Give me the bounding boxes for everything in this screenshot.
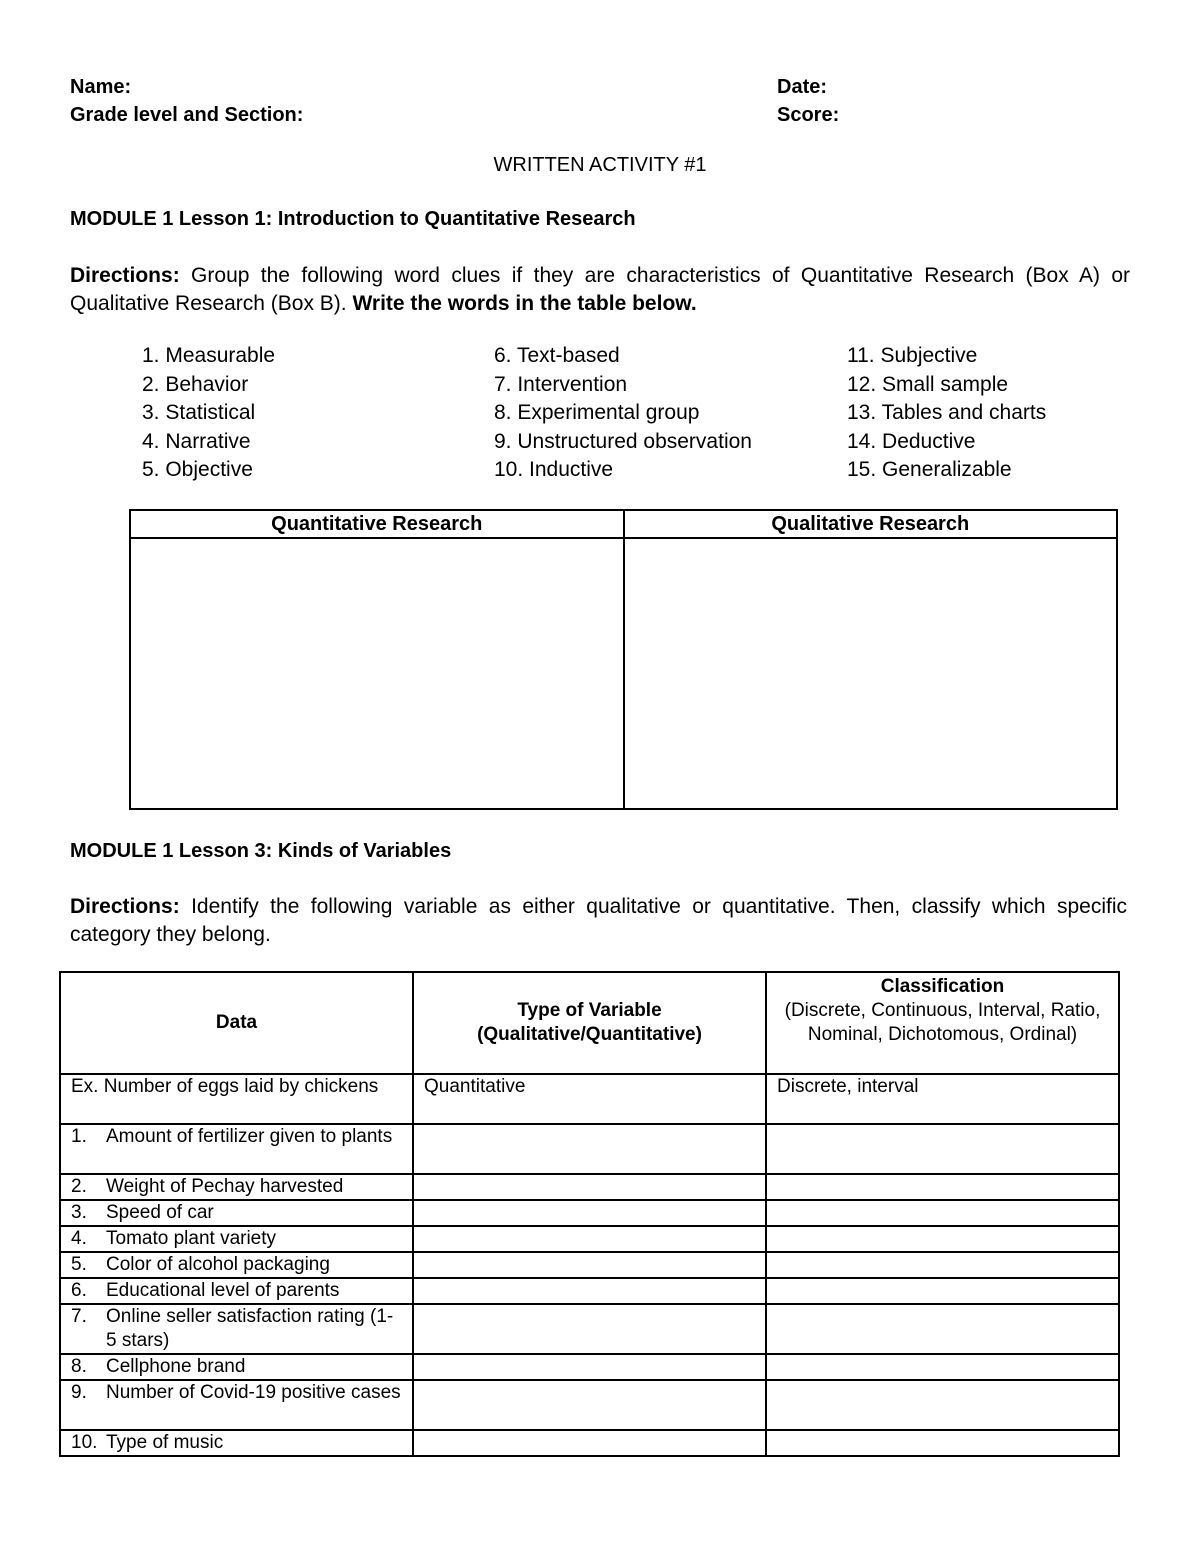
row-data bbox=[60, 1278, 413, 1304]
row-text: Number of Covid-19 positive cases bbox=[106, 1382, 401, 1403]
row-data bbox=[60, 1304, 413, 1354]
directions-2-text: Identify the following variable as either qualitative or quantitative. Then, classify which specific category they belong. bbox=[70, 895, 1127, 946]
word-clue: 4. Narrative bbox=[142, 429, 251, 453]
word-clue: 12. Small sample bbox=[847, 372, 1009, 396]
row-number: 5. bbox=[71, 1254, 87, 1275]
word-clue: 8. Experimental group bbox=[494, 401, 700, 424]
row-text: Amount of fertilizer given to plants bbox=[106, 1126, 393, 1147]
table-row bbox=[60, 1380, 1119, 1430]
grade-level-label: Grade level and Section: bbox=[70, 104, 304, 126]
date-label: Date: bbox=[777, 76, 828, 98]
classification-answer-cell[interactable] bbox=[766, 1430, 1119, 1456]
type-answer-cell[interactable] bbox=[413, 1380, 766, 1430]
name-label: Name: bbox=[70, 76, 132, 98]
row-data bbox=[60, 1252, 413, 1278]
box-a-answer-area[interactable] bbox=[130, 538, 624, 809]
module3-title: MODULE 1 Lesson 3: Kinds of Variables bbox=[70, 840, 452, 862]
col-class-title: Classification bbox=[880, 976, 1005, 997]
word-clue: 2. Behavior bbox=[142, 372, 249, 396]
word-clue: 13. Tables and charts bbox=[847, 401, 1047, 424]
classification-answer-cell[interactable] bbox=[766, 1200, 1119, 1226]
table-row bbox=[60, 1354, 1119, 1380]
table-row bbox=[60, 1304, 1119, 1354]
col-data-title: Data bbox=[215, 1012, 258, 1033]
col-header-type bbox=[413, 972, 766, 1074]
example-data: Ex. Number of eggs laid by chickens bbox=[60, 1074, 413, 1124]
col-type-title: Type of Variable bbox=[517, 1000, 662, 1021]
row-text: Online seller satisfaction rating (1-5 stars) bbox=[106, 1306, 394, 1351]
row-data bbox=[60, 1380, 413, 1430]
row-text: Type of music bbox=[106, 1432, 224, 1453]
example-type: Quantitative bbox=[413, 1074, 766, 1124]
row-data bbox=[60, 1174, 413, 1200]
word-clue: 11. Subjective bbox=[847, 344, 978, 367]
classification-answer-cell[interactable] bbox=[766, 1380, 1119, 1430]
word-clue: 7. Intervention bbox=[494, 372, 628, 396]
directions-1-label: Directions: bbox=[70, 264, 180, 287]
row-number: 1. bbox=[71, 1126, 87, 1147]
word-clue: 6. Text-based bbox=[494, 344, 620, 367]
type-answer-cell[interactable] bbox=[413, 1354, 766, 1380]
classification-answer-cell[interactable] bbox=[766, 1304, 1119, 1354]
word-clues-column-3 bbox=[847, 342, 1046, 485]
word-clue: 10. Inductive bbox=[494, 458, 614, 481]
row-number: 3. bbox=[71, 1202, 87, 1223]
research-box-table bbox=[129, 509, 1118, 810]
word-clue: 14. Deductive bbox=[847, 429, 976, 453]
type-answer-cell[interactable] bbox=[413, 1226, 766, 1252]
activity-title: WRITTEN ACTIVITY #1 bbox=[493, 154, 707, 176]
col-type-subtitle: (Qualitative/Quantitative) bbox=[477, 1024, 702, 1045]
directions-2-label: Directions: bbox=[70, 895, 180, 918]
classification-answer-cell[interactable] bbox=[766, 1278, 1119, 1304]
col-header-classification bbox=[766, 972, 1119, 1074]
row-number: 6. bbox=[71, 1280, 87, 1301]
classification-answer-cell[interactable] bbox=[766, 1252, 1119, 1278]
classification-answer-cell[interactable] bbox=[766, 1124, 1119, 1174]
row-data bbox=[60, 1226, 413, 1252]
classification-answer-cell[interactable] bbox=[766, 1354, 1119, 1380]
example-classification: Discrete, interval bbox=[766, 1074, 1119, 1124]
col-class-subtitle: (Discrete, Continuous, Interval, Ratio, Nominal, Dichotomous, Ordinal) bbox=[784, 1000, 1101, 1045]
table-row-example bbox=[60, 1074, 1119, 1124]
row-data bbox=[60, 1430, 413, 1456]
module1-title: MODULE 1 Lesson 1: Introduction to Quantitative Research bbox=[70, 208, 636, 230]
header-right bbox=[777, 73, 839, 129]
row-data bbox=[60, 1354, 413, 1380]
table-row bbox=[60, 1200, 1119, 1226]
box-b-header: Qualitative Research bbox=[624, 510, 1118, 538]
directions-2 bbox=[70, 893, 1127, 949]
table-row bbox=[60, 1430, 1119, 1456]
word-clue: 15. Generalizable bbox=[847, 458, 1012, 481]
row-data bbox=[60, 1200, 413, 1226]
table-row bbox=[60, 1226, 1119, 1252]
box-a-header: Quantitative Research bbox=[130, 510, 624, 538]
row-text: Weight of Pechay harvested bbox=[106, 1176, 344, 1197]
type-answer-cell[interactable] bbox=[413, 1430, 766, 1456]
row-number: 7. bbox=[71, 1306, 87, 1327]
col-header-data bbox=[60, 972, 413, 1074]
word-clues-column-1 bbox=[142, 342, 275, 485]
word-clue: 5. Objective bbox=[142, 458, 253, 481]
type-answer-cell[interactable] bbox=[413, 1174, 766, 1200]
directions-1-text: Group the following word clues if they are characteristics of Quantitative Research (Box A) or Qualitative Research (Box B). bbox=[70, 264, 1130, 315]
row-number: 8. bbox=[71, 1356, 87, 1377]
table-row bbox=[60, 1278, 1119, 1304]
row-number: 2. bbox=[71, 1176, 87, 1197]
row-text: Cellphone brand bbox=[106, 1356, 246, 1377]
word-clue: 3. Statistical bbox=[142, 401, 256, 424]
table-row bbox=[60, 1252, 1119, 1278]
word-clues-column-2 bbox=[494, 342, 752, 485]
word-clue: 9. Unstructured observation bbox=[494, 429, 752, 453]
row-number: 9. bbox=[71, 1382, 87, 1403]
type-answer-cell[interactable] bbox=[413, 1304, 766, 1354]
type-answer-cell[interactable] bbox=[413, 1252, 766, 1278]
directions-1 bbox=[70, 262, 1130, 318]
box-b-answer-area[interactable] bbox=[624, 538, 1118, 809]
type-answer-cell[interactable] bbox=[413, 1278, 766, 1304]
header-left bbox=[70, 73, 303, 129]
variables-table bbox=[59, 971, 1120, 1457]
row-text: Color of alcohol packaging bbox=[106, 1254, 330, 1275]
classification-answer-cell[interactable] bbox=[766, 1226, 1119, 1252]
directions-1-bold: Write the words in the table below. bbox=[352, 292, 697, 315]
row-data bbox=[60, 1124, 413, 1174]
row-number: 10. bbox=[71, 1432, 98, 1453]
type-answer-cell[interactable] bbox=[413, 1200, 766, 1226]
row-text: Educational level of parents bbox=[106, 1280, 340, 1301]
classification-answer-cell[interactable] bbox=[766, 1174, 1119, 1200]
word-clue: 1. Measurable bbox=[142, 344, 276, 367]
row-text: Speed of car bbox=[106, 1202, 214, 1223]
row-text: Tomato plant variety bbox=[106, 1228, 277, 1249]
table-row bbox=[60, 1124, 1119, 1174]
table-row bbox=[60, 1174, 1119, 1200]
type-answer-cell[interactable] bbox=[413, 1124, 766, 1174]
score-label: Score: bbox=[777, 104, 840, 126]
row-number: 4. bbox=[71, 1228, 87, 1249]
